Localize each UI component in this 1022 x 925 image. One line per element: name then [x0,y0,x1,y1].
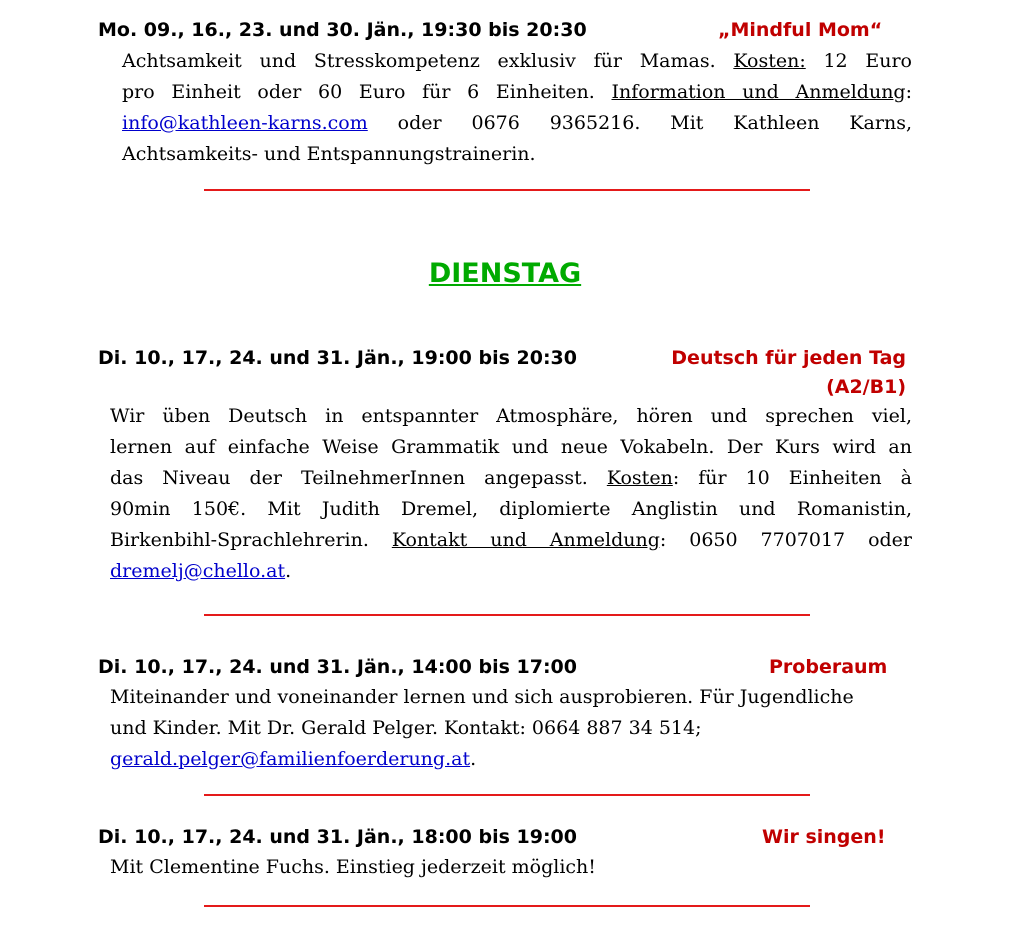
description-text: : für 10 Einheiten à [672,467,912,489]
kosten-label: Kosten: [733,50,806,72]
description-text: 12 Euro [823,50,912,72]
description-text: Achtsamkeits- und Entspannungstrainerin. [122,143,536,165]
section-heading-dienstag: DIENSTAG [428,258,582,289]
divider-line [204,905,810,907]
event-title-mindful-mom: „Mindful Mom“ [718,19,883,41]
divider-line [204,794,810,796]
description-text: lernen auf einfache Weise Grammatik und neue Vokabeln. Der Kurs wird an [110,436,912,458]
info-label: Information und Anmeldung [611,81,906,103]
description-text: oder 0676 9365216. Mit Kathleen Karns, [397,112,912,134]
description-text: : [905,81,913,103]
description-text: 90min 150€. Mit Judith Dremel, diplomierte Anglistin und Romanistin, [110,498,912,520]
email-link-kathleen[interactable]: info@kathleen-karns.com [122,112,368,134]
event-title-singen: Wir singen! [762,826,886,848]
event-description-singen: Mit Clementine Fuchs. Einstieg jederzeit möglich! [110,856,596,878]
event-title-deutsch [600,346,906,399]
event-heading-deutsch: Di. 10., 17., 24. und 31. Jän., 19:00 bis 20:30 [98,347,577,369]
divider-line [204,189,810,191]
kontakt-label: Kontakt und Anmeldung [391,529,660,551]
event-description-proberaum [110,682,920,775]
event-title-proberaum: Proberaum [769,656,888,678]
description-text: pro Einheit oder 60 Euro für 6 Einheiten. [122,81,595,103]
event-description-mindful-mom [122,46,912,170]
event-heading-singen: Di. 10., 17., 24. und 31. Jän., 18:00 bis 19:00 [98,826,577,848]
event-heading-proberaum: Di. 10., 17., 24. und 31. Jän., 14:00 bis 17:00 [98,656,577,678]
description-text: . [285,560,292,582]
email-link-dremel[interactable]: dremelj@chello.at [110,560,286,582]
event-heading-mindful-mom: Mo. 09., 16., 23. und 30. Jän., 19:30 bis 20:30 [98,19,587,41]
kosten-label: Kosten [606,467,673,489]
description-text: das Niveau der TeilnehmerInnen angepasst. [110,467,588,489]
email-link-pelger[interactable]: gerald.pelger@familienfoerderung.at [110,748,471,770]
description-text: Achtsamkeit und Stresskompetenz exklusiv für Mamas. [122,50,716,72]
description-text: Birkenbihl-Sprachlehrerin. [110,529,369,551]
event-description-deutsch [110,401,912,587]
description-text: . [470,748,477,770]
description-text: : 0650 7707017 oder [659,529,912,551]
description-text: und Kinder. Mit Dr. Gerald Pelger. Kontakt: 0664 887 34 514; [110,717,702,739]
description-text: Miteinander und voneinander lernen und sich ausprobieren. Für Jugendliche [110,686,854,708]
description-text: Wir üben Deutsch in entspannter Atmosphäre, hören und sprechen viel, [110,405,912,427]
divider-line [204,614,810,616]
event-title-line: (A2/B1) [826,376,906,398]
event-title-line: Deutsch für jeden Tag [671,347,906,369]
